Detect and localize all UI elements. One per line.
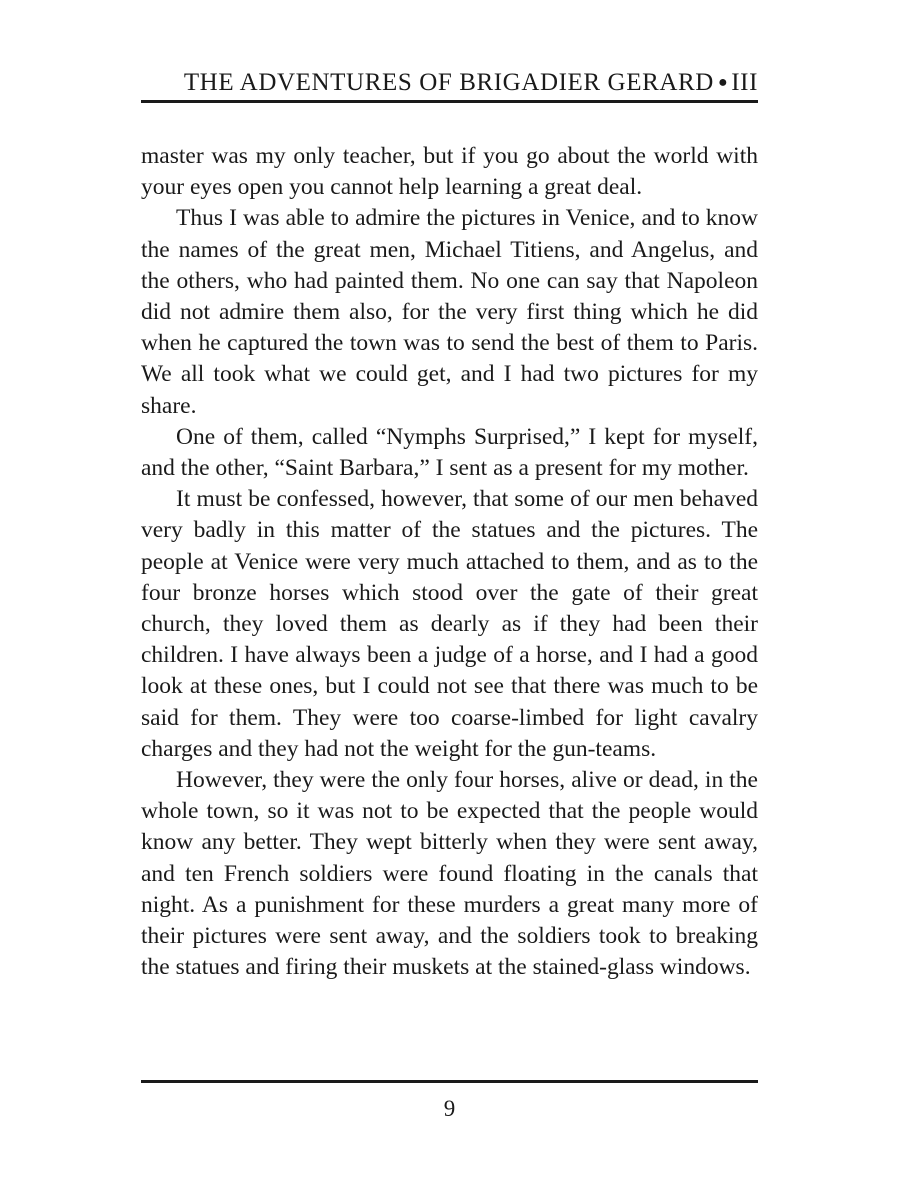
chapter-number: III xyxy=(731,69,758,96)
page-number: 9 xyxy=(443,1096,456,1121)
paragraph: One of them, called “Nymphs Surprised,” I kept for myself, and the other, “Saint Barbara,” I sent as a present for my mother. xyxy=(141,423,758,482)
running-header xyxy=(141,66,758,100)
paragraph: However, they were the only four horses, alive or dead, in the whole town, so it was not to be expected that the people would know any better. They wept bitterly when they were sent away, and ten French soldiers were found floating in the canals that night. As a punishment for these murders a great many more of their pictures were sent away, and the soldiers took to breaking the statues and firing their muskets at the stained-glass windows. xyxy=(141,767,758,981)
footer-rule xyxy=(141,1080,758,1083)
paragraph: Thus I was able to admire the pictures in Venice, and to know the names of the great men, Michael Titiens, and Angelus, and the others, who had painted them. No one can say that Napoleon did not admire them also, for the very first thing which he did when he captured the town was to send the best of them to Paris. We all took what we could get, and I had two pictures for my share. xyxy=(141,205,758,419)
paragraph-continuation: master was my only teacher, but if you go about the world with your eyes open you cannot help learning a great deal. xyxy=(141,143,758,201)
paragraph: It must be confessed, however, that some of our men behaved very badly in this matter of the statues and the pictures. The people at Venice were very much attached to them, and as to the four bronze horses which stood over the gate of their great church, they loved them as dearly as if they had been their children. I have always been a judge of a horse, and I had a good look at these ones, but I could not see that there was much to be said for them. They were too coarse-limbed for light cavalry charges and they had not the weight for the gun-teams. xyxy=(141,486,758,762)
bullet-separator: ● xyxy=(717,74,729,91)
header-rule xyxy=(141,100,758,103)
header-title: THE ADVENTURES OF BRIGADIER GERARD xyxy=(183,69,714,96)
body-text xyxy=(141,141,758,983)
